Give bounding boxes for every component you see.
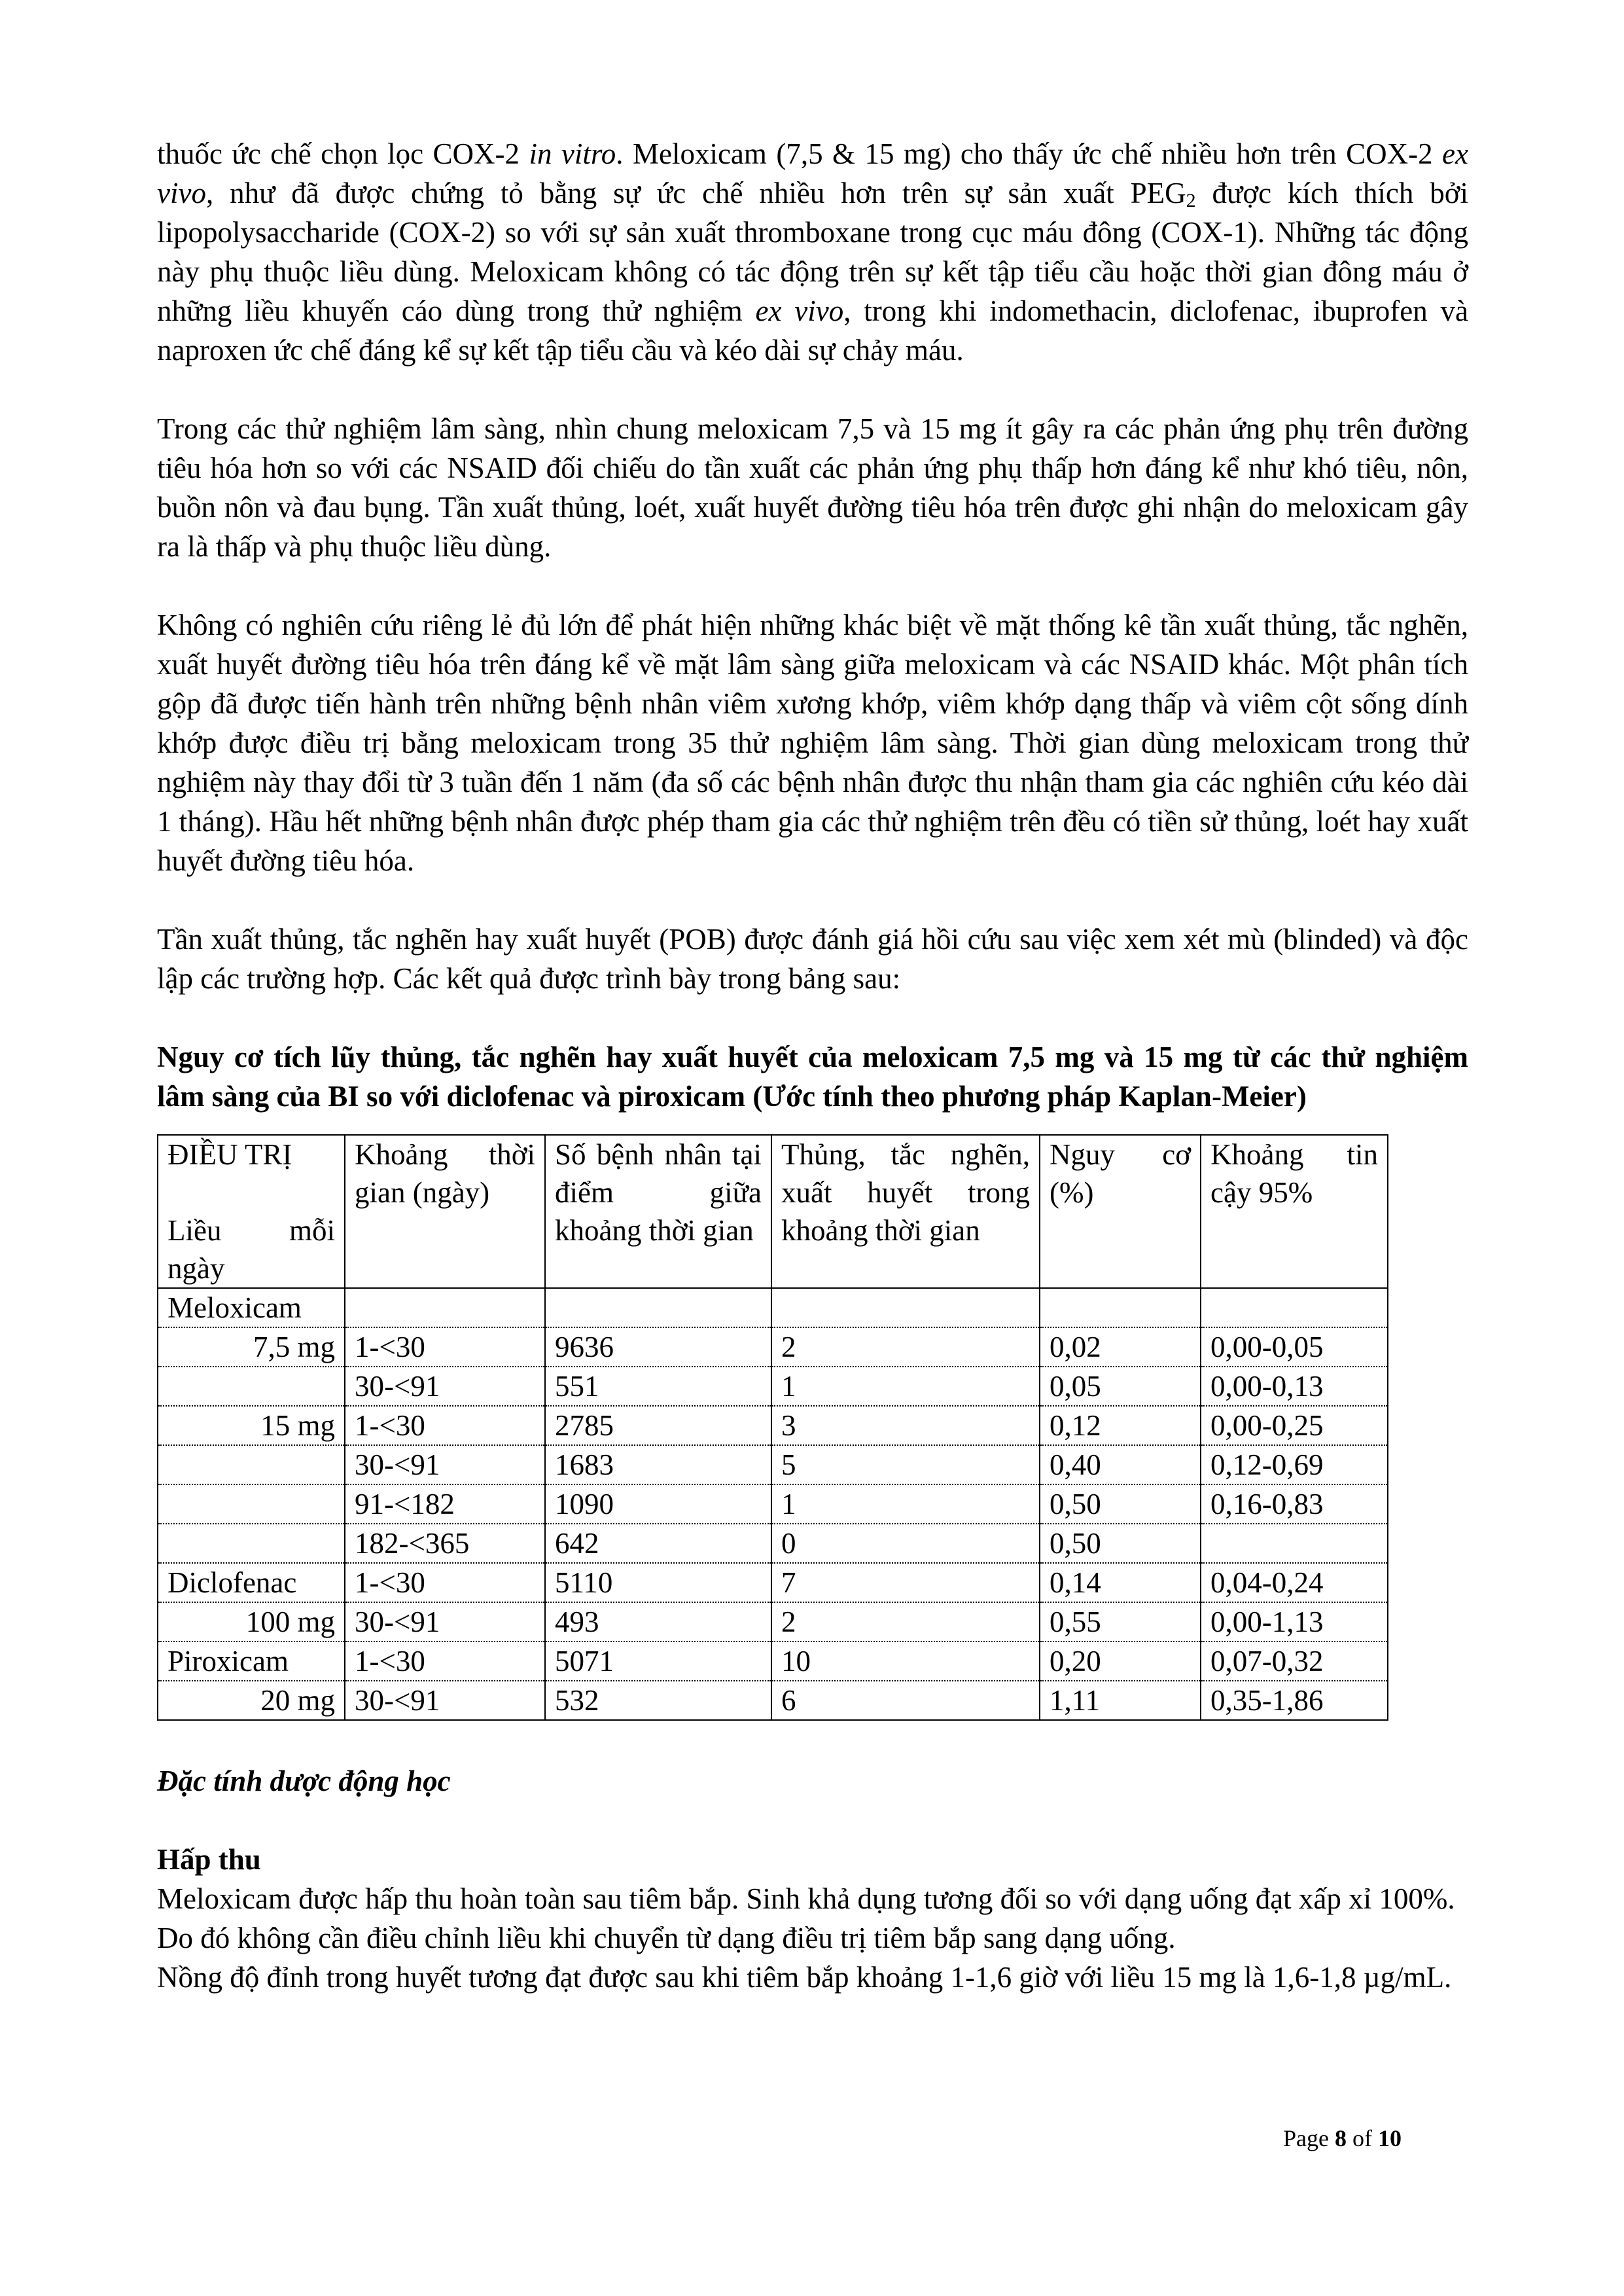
cell-patients: 5110 <box>545 1563 771 1602</box>
table-row <box>158 1641 1388 1681</box>
table-row <box>158 1602 1388 1641</box>
cell-events: 1 <box>771 1367 1040 1406</box>
cell-events <box>771 1288 1040 1327</box>
cell-events: 7 <box>771 1563 1040 1602</box>
cell-treatment: 15 mg <box>158 1406 345 1445</box>
cell-risk: 0,40 <box>1040 1445 1201 1484</box>
cell-patients <box>545 1288 771 1327</box>
cell-risk: 1,11 <box>1040 1681 1201 1720</box>
table-row <box>158 1288 1388 1327</box>
cell-patients: 2785 <box>545 1406 771 1445</box>
cell-risk <box>1040 1288 1201 1327</box>
table-row <box>158 1406 1388 1445</box>
cell-interval: 30-<91 <box>345 1681 545 1720</box>
cell-events: 10 <box>771 1641 1040 1681</box>
cell-patients: 532 <box>545 1681 771 1720</box>
cell-treatment: Diclofenac <box>158 1563 345 1602</box>
table-row <box>158 1445 1388 1484</box>
table-row <box>158 1367 1388 1406</box>
absorption-text-3: Nồng độ đỉnh trong huyết tương đạt được sau khi tiêm bắp khoảng 1-1,6 giờ với liều 15 mg là 1,6-1,8 µg/mL. <box>157 1961 1452 1994</box>
table-row <box>158 1484 1388 1524</box>
cell-patients: 1090 <box>545 1484 771 1524</box>
header-treatment: ĐIỀU TRỊ Liều mỗi ngày <box>158 1135 345 1288</box>
table-row <box>158 1563 1388 1602</box>
cell-risk: 0,05 <box>1040 1367 1201 1406</box>
cell-risk: 0,14 <box>1040 1563 1201 1602</box>
table-row <box>158 1524 1388 1563</box>
cell-ci: 0,00-1,13 <box>1201 1602 1388 1641</box>
cell-interval: 1-<30 <box>345 1327 545 1367</box>
cell-treatment: 7,5 mg <box>158 1327 345 1367</box>
header-ci: Khoảng tin cậy 95% <box>1201 1135 1388 1288</box>
document-page <box>157 134 1468 1997</box>
header-patients: Số bệnh nhân tại điểm giữa khoảng thời gian <box>545 1135 771 1288</box>
cell-patients: 551 <box>545 1367 771 1406</box>
cell-treatment <box>158 1484 345 1524</box>
cell-risk: 0,12 <box>1040 1406 1201 1445</box>
cell-risk: 0,20 <box>1040 1641 1201 1681</box>
cell-events: 6 <box>771 1681 1040 1720</box>
table-row <box>158 1681 1388 1720</box>
cell-ci: 0,04-0,24 <box>1201 1563 1388 1602</box>
paragraph-gi-side-effects: Trong các thử nghiệm lâm sàng, nhìn chung meloxicam 7,5 và 15 mg ít gây ra các phản ứng phụ trên đường tiêu hóa hơn so với các NSAID đối chiếu do tần xuất các phản ứng phụ thấp hơn đáng kể như khó tiêu, nôn, buồn nôn và đau bụng. Tần xuất thủng, loét, xuất huyết đường tiêu hóa trên được ghi nhận do meloxicam gây ra là thấp và phụ thuộc liều dùng. <box>157 412 1468 563</box>
page-footer: Page 8 of 10 <box>1283 2125 1402 2151</box>
table-row <box>158 1327 1388 1367</box>
cell-risk: 0,50 <box>1040 1484 1201 1524</box>
paragraph-pob-intro: Tần xuất thủng, tắc nghẽn hay xuất huyết (POB) được đánh giá hồi cứu sau việc xem xét mù (blinded) và độc lập các trường hợp. Các kết quả được trình bày trong bảng sau: <box>157 923 1468 995</box>
cell-interval: 1-<30 <box>345 1641 545 1681</box>
cell-patients: 9636 <box>545 1327 771 1367</box>
cell-treatment <box>158 1524 345 1563</box>
paragraph-cox2-inhibition: thuốc ức chế chọn lọc COX-2 in vitro. Meloxicam (7,5 & 15 mg) cho thấy ức chế nhiều hơn trên COX-2 ex vivo, như đã được chứng tỏ bằng sự ức chế nhiều hơn trên sự sản xuất $PEG_2$ được kích thích bởi lipopolysaccharide (COX-2) so với sự sản xuất thromboxane trong cục máu đông (COX-1). Những tác động này phụ thuộc liều dùng. Meloxicam không có tác động trên sự kết tập tiểu cầu hoặc thời gian đông máu ở những liều khuyến cáo dùng trong thử nghiệm ex vivo, trong khi indomethacin, diclofenac, ibuprofen và naproxen ức chế đáng kể sự kết tập tiểu cầu và kéo dài sự chảy máu. <box>157 137 1468 367</box>
header-events: Thủng, tắc nghẽn, xuất huyết trong khoảng thời gian <box>771 1135 1040 1288</box>
cell-ci: 0,07-0,32 <box>1201 1641 1388 1681</box>
cell-interval: 30-<91 <box>345 1445 545 1484</box>
cell-risk: 0,50 <box>1040 1524 1201 1563</box>
cell-events: 2 <box>771 1602 1040 1641</box>
cell-interval: 182-<365 <box>345 1524 545 1563</box>
cell-interval: 1-<30 <box>345 1406 545 1445</box>
cell-patients: 1683 <box>545 1445 771 1484</box>
cell-ci <box>1201 1524 1388 1563</box>
cell-interval <box>345 1288 545 1327</box>
cell-interval: 91-<182 <box>345 1484 545 1524</box>
cell-treatment: 20 mg <box>158 1681 345 1720</box>
cell-ci <box>1201 1288 1388 1327</box>
cell-interval: 1-<30 <box>345 1563 545 1602</box>
cell-events: 3 <box>771 1406 1040 1445</box>
cell-treatment: Meloxicam <box>158 1288 345 1327</box>
cell-interval: 30-<91 <box>345 1602 545 1641</box>
cell-ci: 0,35-1,86 <box>1201 1681 1388 1720</box>
cell-patients: 642 <box>545 1524 771 1563</box>
cell-treatment <box>158 1445 345 1484</box>
cell-ci: 0,00-0,05 <box>1201 1327 1388 1367</box>
cell-interval: 30-<91 <box>345 1367 545 1406</box>
header-interval: Khoảng thời gian (ngày) <box>345 1135 545 1288</box>
header-risk: Nguy cơ (%) <box>1040 1135 1201 1288</box>
pharmacokinetics-heading: Đặc tính dược động học <box>157 1765 451 1797</box>
absorption-text-1: Meloxicam được hấp thu hoàn toàn sau tiêm bắp. Sinh khả dụng tương đối so với dạng uống đạt xấp xỉ 100%. <box>157 1882 1455 1915</box>
table-header-row <box>158 1135 1388 1288</box>
cell-events: 1 <box>771 1484 1040 1524</box>
cell-ci: 0,00-0,25 <box>1201 1406 1388 1445</box>
pob-risk-table <box>157 1134 1388 1721</box>
cell-risk: 0,02 <box>1040 1327 1201 1367</box>
cell-patients: 5071 <box>545 1641 771 1681</box>
cell-risk: 0,55 <box>1040 1602 1201 1641</box>
cell-ci: 0,00-0,13 <box>1201 1367 1388 1406</box>
cell-treatment: Piroxicam <box>158 1641 345 1681</box>
cell-events: 5 <box>771 1445 1040 1484</box>
table-title: Nguy cơ tích lũy thủng, tắc nghẽn hay xuất huyết của meloxicam 7,5 mg và 15 mg từ các thử nghiệm lâm sàng của BI so với diclofenac và piroxicam (Ước tính theo phương pháp Kaplan-Meier) <box>157 1041 1468 1113</box>
absorption-heading: Hấp thu <box>157 1843 261 1876</box>
cell-ci: 0,16-0,83 <box>1201 1484 1388 1524</box>
cell-events: 0 <box>771 1524 1040 1563</box>
paragraph-meta-analysis: Không có nghiên cứu riêng lẻ đủ lớn để phát hiện những khác biệt về mặt thống kê tần xuất thủng, tắc nghẽn, xuất huyết đường tiêu hóa trên đáng kể về mặt lâm sàng giữa meloxicam và các NSAID khác. Một phân tích gộp đã được tiến hành trên những bệnh nhân viêm xương khớp, viêm khớp dạng thấp và viêm cột sống dính khớp được điều trị bằng meloxicam trong 35 thử nghiệm lâm sàng. Thời gian dùng meloxicam trong thử nghiệm này thay đổi từ 3 tuần đến 1 năm (đa số các bệnh nhân được thu nhận tham gia các nghiên cứu kéo dài 1 tháng). Hầu hết những bệnh nhân được phép tham gia các thử nghiệm trên đều có tiền sử thủng, loét hay xuất huyết đường tiêu hóa. <box>157 609 1468 877</box>
cell-patients: 493 <box>545 1602 771 1641</box>
cell-events: 2 <box>771 1327 1040 1367</box>
pob-risk-table-body <box>158 1135 1388 1720</box>
cell-treatment: 100 mg <box>158 1602 345 1641</box>
cell-treatment <box>158 1367 345 1406</box>
absorption-text-2: Do đó không cần điều chỉnh liều khi chuyển từ dạng điều trị tiêm bắp sang dạng uống. <box>157 1922 1176 1954</box>
cell-ci: 0,12-0,69 <box>1201 1445 1388 1484</box>
